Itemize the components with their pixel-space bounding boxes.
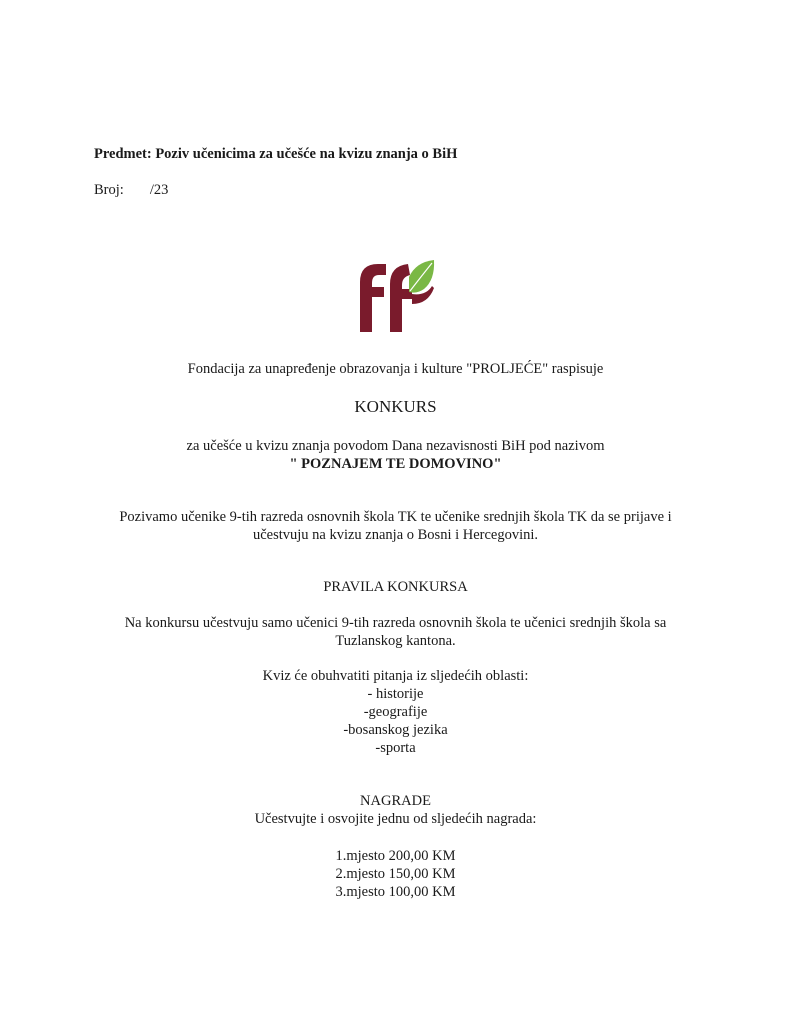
- logo-letter-f-right: [390, 264, 412, 332]
- number-value: /23: [149, 182, 169, 198]
- quiz-name: " POZNAJEM TE DOMOVINO": [289, 456, 502, 472]
- intro-line: za učešće u kvizu znanja povodom Dana nezavisnosti BiH pod nazivom: [186, 438, 605, 454]
- competition-title: KONKURS: [354, 397, 437, 416]
- list-item: 1.mjesto 200,00 KM: [335, 848, 456, 864]
- rules-paragraph: [60, 614, 731, 650]
- list-item: - historije: [367, 686, 424, 702]
- invitation-line: Pozivamo učenike 9-tih razreda osnovnih škola TK te učenike srednjih škola TK da se prijave i: [119, 509, 672, 525]
- list-item: 3.mjesto 100,00 KM: [335, 884, 456, 900]
- prizes-list: [60, 847, 731, 901]
- list-item: 2.mjesto 150,00 KM: [335, 866, 456, 882]
- list-item: -bosanskog jezika: [343, 722, 448, 738]
- foundation-ff-logo-icon: [346, 256, 436, 332]
- list-item: -geografije: [363, 704, 428, 720]
- rules-heading: PRAVILA KONKURSA: [323, 579, 468, 595]
- foundation-announcement: Fondacija za unapređenje obrazovanja i kulture "PROLJEĆE" raspisuje: [187, 361, 604, 377]
- prizes-heading: NAGRADE: [360, 793, 431, 809]
- rules-line: Na konkursu učestvuju samo učenici 9-tih razreda osnovnih škola te učenici srednjih škola sa: [124, 615, 667, 631]
- invitation-line: učestvuju na kvizu znanja o Bosni i Hercegovini.: [252, 527, 539, 543]
- prizes-intro: Učestvujte i osvojite jednu od sljedećih nagrada:: [254, 811, 537, 827]
- rules-line: Tuzlanskog kantona.: [335, 633, 456, 649]
- quiz-areas-intro: Kviz će obuhvatiti pitanja iz sljedećih oblasti:: [262, 668, 529, 684]
- invitation-paragraph: [60, 508, 731, 544]
- logo-letter-f-left: [360, 264, 386, 332]
- reference-number: [94, 182, 168, 199]
- number-label: Broj:: [94, 182, 124, 198]
- quiz-areas-list: [60, 685, 731, 757]
- list-item: -sporta: [375, 740, 416, 756]
- subject-line: Predmet: Poziv učenicima za učešće na kvizu znanja o BiH: [94, 146, 458, 162]
- competition-intro: [60, 437, 731, 473]
